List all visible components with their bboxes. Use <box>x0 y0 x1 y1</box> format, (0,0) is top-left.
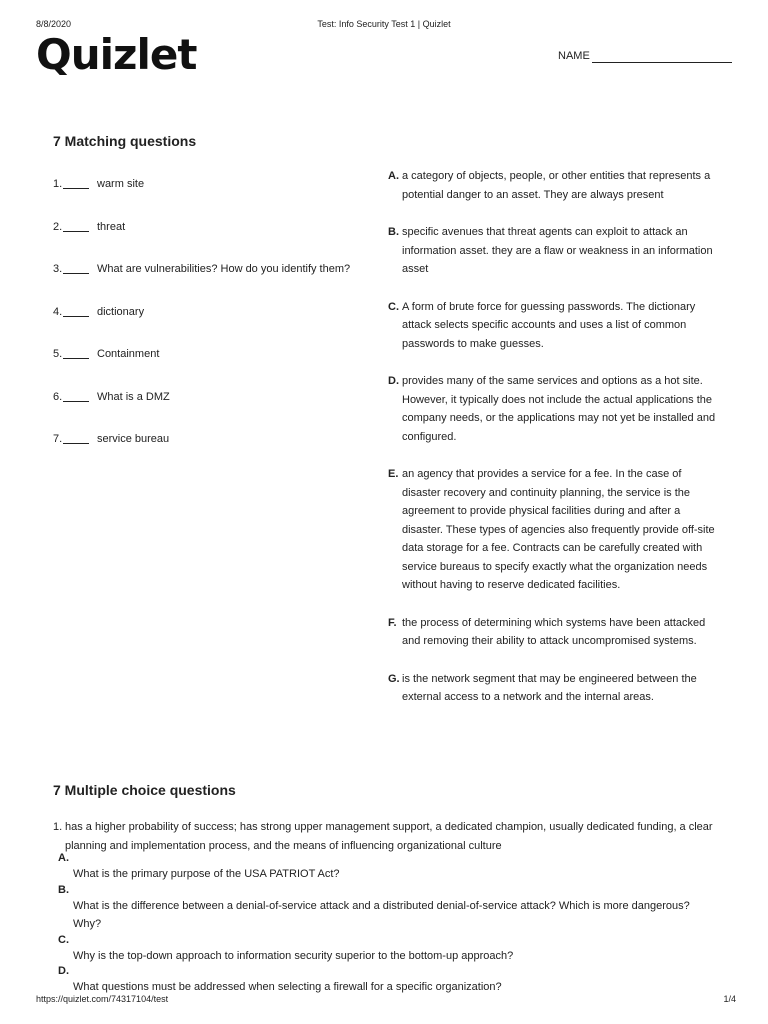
name-label: NAME <box>558 50 590 62</box>
answer-text: A form of brute force for guessing passwords. The dictionary attack selects specific accounts and uses a list of common passwords to make guesses. <box>402 300 696 350</box>
question-text: has a higher probability of success; has strong upper management support, a dedicated champion, usually dedicated funding, a clear planning and implementation process, and the means of influencing organizational culture <box>65 821 713 852</box>
question-number: 6. <box>53 390 63 403</box>
option-letter: D. <box>58 965 69 977</box>
answer-text: provides many of the same services and options as a hot site. However, it typically does not include the actual applications the company needs, or the applications may not yet be installed and configured. <box>402 375 716 443</box>
question-number: 7. <box>53 433 63 445</box>
answer-blank <box>63 178 89 189</box>
matching-questions <box>53 178 383 476</box>
question-text: Containment <box>97 348 160 360</box>
answer-blank <box>63 306 89 317</box>
mc-option <box>58 934 718 966</box>
mc-option <box>58 965 718 997</box>
matching-title: 7 Matching questions <box>53 133 197 149</box>
mc-question <box>53 818 733 855</box>
question-text: dictionary <box>97 305 145 318</box>
answer-letter: C. <box>388 300 399 313</box>
question-number: 1. <box>53 178 63 190</box>
multiple-choice-title: 7 Multiple choice questions <box>53 782 236 798</box>
answer-letter: F. <box>388 616 397 629</box>
matching-answer <box>388 614 718 651</box>
page-number: 1/4 <box>723 994 736 1004</box>
name-line <box>592 62 732 63</box>
option-text: What is the primary purpose of the USA PATRIOT Act? <box>73 868 340 880</box>
question-number: 3. <box>53 263 63 275</box>
answer-blank <box>63 391 89 402</box>
mc-options <box>58 852 718 997</box>
answer-letter: G. <box>388 672 400 685</box>
answer-blank <box>63 263 89 274</box>
matching-question <box>53 263 383 306</box>
question-text: What is a DMZ <box>97 390 170 403</box>
answer-blank <box>63 433 89 444</box>
matching-answer <box>388 465 718 595</box>
option-text: Why is the top-down approach to information security superior to the bottom-up approach? <box>73 949 514 962</box>
option-letter: B. <box>58 883 69 896</box>
option-text: What questions must be addressed when selecting a firewall for a specific organization? <box>73 981 502 993</box>
option-letter: C. <box>58 933 69 946</box>
matching-question <box>53 433 383 476</box>
question-text: service bureau <box>97 433 170 445</box>
question-number: 1. <box>53 821 63 833</box>
question-number: 5. <box>53 348 63 360</box>
quizlet-logo: Quizlet <box>36 30 197 79</box>
matching-answer <box>388 223 718 279</box>
question-number: 2. <box>53 220 63 233</box>
matching-answer <box>388 372 718 446</box>
matching-question <box>53 178 383 221</box>
answer-letter: B. <box>388 226 399 238</box>
question-number: 4. <box>53 305 63 318</box>
matching-answer <box>388 670 718 707</box>
question-text: warm site <box>97 178 145 190</box>
matching-answer <box>388 298 718 354</box>
mc-option <box>58 884 718 934</box>
question-text: What are vulnerabilities? How do you identify them? <box>97 263 351 275</box>
answer-letter: D. <box>388 375 399 387</box>
answer-letter: E. <box>388 468 399 480</box>
matching-question <box>53 221 383 264</box>
option-text: What is the difference between a denial-of-service attack and a distributed denial-of-service attack? Which is more dangerous? Why? <box>73 899 690 930</box>
print-date: 8/8/2020 <box>36 19 72 29</box>
footer-url: https://quizlet.com/74317104/test <box>36 994 169 1004</box>
print-title: Test: Info Security Test 1 | Quizlet <box>317 19 451 29</box>
matching-question <box>53 306 383 349</box>
answer-text: the process of determining which systems have been attacked and removing their ability to attack uncompromised systems. <box>402 616 706 647</box>
answer-letter: A. <box>388 170 399 182</box>
matching-answers <box>388 167 718 726</box>
answer-text: is the network segment that may be engineered between the external access to a network and the internal areas. <box>402 672 697 703</box>
answer-text: a category of objects, people, or other entities that represents a potential danger to an asset. They are always present <box>402 170 711 201</box>
option-letter: A. <box>58 852 69 864</box>
matching-question <box>53 348 383 391</box>
answer-text: specific avenues that threat agents can exploit to attack an information asset. they are a flaw or weakness in an information asset <box>402 226 713 275</box>
answer-text: an agency that provides a service for a fee. In the case of disaster recovery and continuity planning, the service is the agreement to provide physical facilities during and after a disaster. These types of agencies also frequently provide off-site data storage for a fee. Contracts can be carefully created with service bureaus to specify exactly what the organization needs without having to reserve dedicated facilities. <box>402 468 715 591</box>
question-text: threat <box>97 220 126 233</box>
answer-blank <box>63 348 89 359</box>
matching-question <box>53 391 383 434</box>
matching-answer <box>388 167 718 204</box>
mc-option <box>58 852 718 884</box>
answer-blank <box>63 221 89 232</box>
